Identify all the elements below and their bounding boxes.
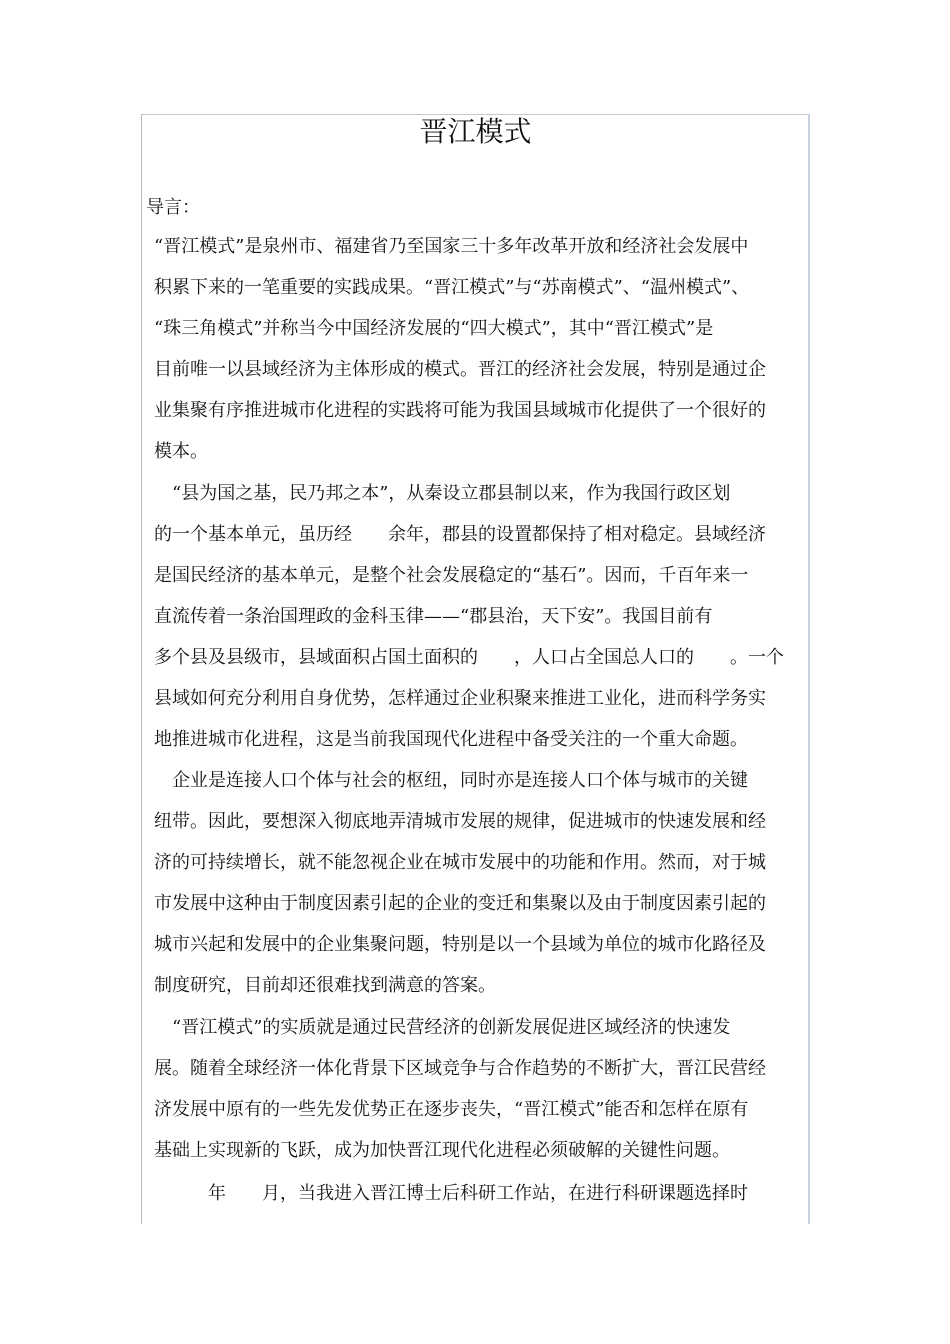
body-line: “晋江模式”的实质就是通过民营经济的创新发展促进区域经济的快速发 bbox=[154, 1017, 731, 1038]
page-frame-left bbox=[141, 114, 142, 1224]
document-title: 晋江模式 bbox=[419, 115, 532, 148]
body-line: “珠三角模式”并称当今中国经济发展的“四大模式”，其中“晋江模式”是 bbox=[154, 318, 714, 339]
body-line: 年 月，当我进入晋江博士后科研工作站，在进行科研课题选择时 bbox=[154, 1183, 748, 1204]
body-line: “晋江模式”是泉州市、福建省乃至国家三十多年改革开放和经济社会发展中 bbox=[154, 236, 749, 257]
body-line: 市发展中这种由于制度因素引起的企业的变迁和集聚以及由于制度因素引起的 bbox=[154, 893, 766, 914]
body-line: 企业是连接人口个体与社会的枢纽，同时亦是连接人口个体与城市的关键 bbox=[154, 770, 748, 791]
intro-label: 导言： bbox=[146, 197, 200, 218]
body-line: 直流传着一条治国理政的金科玉律——“郡县治，天下安”。我国目前有 bbox=[154, 606, 713, 627]
page-frame-right bbox=[808, 114, 810, 1224]
body-line: 济发展中原有的一些先发优势正在逐步丧失，“晋江模式”能否和怎样在原有 bbox=[154, 1099, 749, 1120]
body-line: 济的可持续增长，就不能忽视企业在城市发展中的功能和作用。然而，对于城 bbox=[154, 852, 766, 873]
body-line: 的一个基本单元，虽历经 余年，郡县的设置都保持了相对稳定。县域经济 bbox=[154, 524, 766, 545]
body-line: 模本。 bbox=[154, 441, 208, 462]
body-line: 积累下来的一笔重要的实践成果。“晋江模式”与“苏南模式”、“温州模式”、 bbox=[154, 277, 750, 298]
body-line: 多个县及县级市，县域面积占国土面积的 ，人口占全国总人口的 。一个 bbox=[154, 647, 784, 668]
body-line: 目前唯一以县域经济为主体形成的模式。晋江的经济社会发展，特别是通过企 bbox=[154, 359, 766, 380]
body-line: 纽带。因此，要想深入彻底地弄清城市发展的规律，促进城市的快速发展和经 bbox=[154, 811, 766, 832]
body-line: 基础上实现新的飞跃，成为加快晋江现代化进程必须破解的关键性问题。 bbox=[154, 1140, 730, 1161]
body-line: 县域如何充分利用自身优势，怎样通过企业积聚来推进工业化，进而科学务实 bbox=[154, 688, 766, 709]
body-line: 城市兴起和发展中的企业集聚问题，特别是以一个县域为单位的城市化路径及 bbox=[154, 934, 766, 955]
body-line: 展。随着全球经济一体化背景下区域竞争与合作趋势的不断扩大，晋江民营经 bbox=[154, 1058, 766, 1079]
body-line: 制度研究，目前却还很难找到满意的答案。 bbox=[154, 975, 496, 996]
body-line: 地推进城市化进程，这是当前我国现代化进程中备受关注的一个重大命题。 bbox=[154, 729, 748, 750]
body-line: 业集聚有序推进城市化进程的实践将可能为我国县域城市化提供了一个很好的 bbox=[154, 400, 766, 421]
body-line: “县为国之基，民乃邦之本”，从秦设立郡县制以来，作为我国行政区划 bbox=[154, 483, 731, 504]
body-line: 是国民经济的基本单元，是整个社会发展稳定的“基石”。因而，千百年来一 bbox=[154, 565, 749, 586]
